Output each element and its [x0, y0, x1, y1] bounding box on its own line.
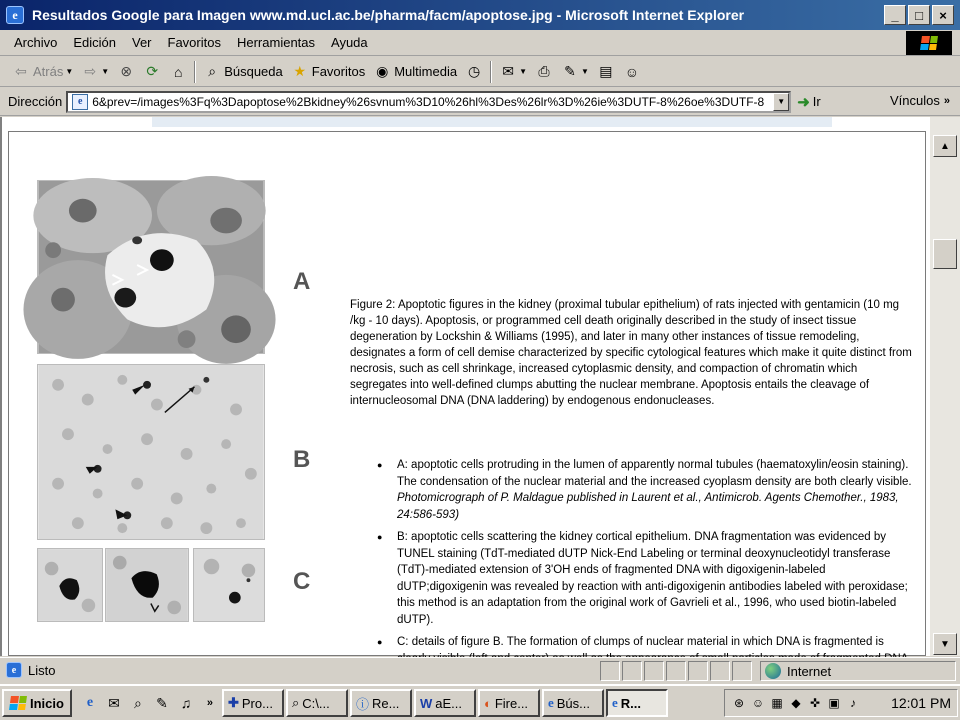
search-launch-icon[interactable]: ⌕	[134, 694, 142, 711]
word-doc-icon: W	[419, 695, 433, 711]
start-label: Inicio	[30, 695, 64, 711]
display-tray-icon[interactable]: ▣	[828, 696, 840, 710]
micrograph-c-left	[37, 548, 103, 622]
bullet-b	[377, 529, 917, 628]
favorites-star-icon: ★	[293, 63, 307, 79]
page-status-icon: e	[6, 662, 22, 678]
bullet-a	[377, 457, 917, 523]
page-content	[0, 117, 930, 656]
taskbar-button-resultados[interactable]	[606, 689, 668, 717]
ie-logo-icon: e	[6, 6, 24, 24]
mail-button[interactable]	[495, 60, 531, 84]
notes-launch-icon[interactable]: ✎	[156, 694, 168, 711]
taskbar-button-explorer[interactable]	[286, 689, 348, 717]
status-text: Listo	[28, 662, 56, 678]
scroll-up-button[interactable]: ▲	[933, 135, 957, 157]
search-button[interactable]	[199, 60, 287, 84]
windows-logo-icon	[906, 31, 952, 55]
folder-search-icon: ⌕	[291, 695, 300, 710]
stop-button[interactable]	[113, 60, 139, 84]
clock: 12:01 PM	[891, 695, 951, 711]
address-bar	[0, 88, 960, 116]
discuss-button[interactable]	[593, 60, 619, 84]
ie-launch-icon[interactable]: e	[86, 695, 94, 710]
close-button[interactable]: ×	[932, 5, 954, 25]
edit-icon: ✎	[564, 63, 576, 79]
firefox-icon: ◐	[483, 695, 492, 711]
menu-edicion[interactable]: Edición	[73, 35, 116, 50]
taskbar-button-word[interactable]	[414, 689, 476, 717]
outlook-launch-icon[interactable]: ✉	[108, 694, 120, 711]
task-label: Re...	[371, 695, 400, 711]
quick-launch	[80, 693, 220, 713]
print-icon: ⎙	[538, 63, 550, 79]
address-label: Dirección	[8, 94, 63, 109]
panel-label-c: C	[293, 568, 311, 595]
micrograph-c-center	[105, 548, 189, 622]
window-title: Resultados Google para Imagen www.md.ucl.ac.be/pharma/facm/apoptose.jpg - Microsoft Internet Explorer	[32, 7, 745, 23]
toolbar-separator	[194, 61, 196, 83]
menu-archivo[interactable]: Archivo	[14, 35, 58, 50]
scroll-down-button[interactable]: ▼	[933, 633, 957, 655]
taskbar-button-re[interactable]	[350, 689, 412, 717]
menu-bar	[0, 30, 960, 56]
history-button[interactable]	[461, 60, 487, 84]
print-button[interactable]	[531, 60, 557, 84]
address-input[interactable]	[66, 91, 791, 113]
micrograph-b	[37, 364, 265, 540]
status-cell	[732, 661, 752, 681]
mail-icon: ✉	[502, 63, 514, 79]
google-frame-strip	[2, 117, 932, 129]
scroll-thumb[interactable]	[933, 239, 957, 269]
zone-text: Internet	[787, 663, 832, 679]
links-label: Vínculos	[890, 93, 940, 108]
back-dropdown-icon: ▼	[65, 67, 74, 76]
forward-arrow-icon: ⇨	[84, 63, 97, 79]
quick-launch-more-icon[interactable]: »	[206, 697, 214, 709]
security-tray-icon[interactable]: ✜	[809, 696, 821, 710]
figure-caption: Figure 2: Apoptotic figures in the kidney (proximal tubular epithelium) of rats injected with gentamicin (10 mg /kg - 10 days). Apoptosis, or programmed cell death originally described in the study of insect tissue degeneration by Lockshin & Williams (1995), and later in many other instances of tissue remodeling, designates a form of cell demise characterized by specific cytological features which make it quite distinct from necrosis, such as cell shrinkage, increased cytoplasmic density, and compaction of chromatin which segregates into well-defined clumps abutting the nuclear membrane. Apoptosis entails the cleavage of internucleosomal DNA (DNA laddering) by endogenous endonucleases.	[350, 299, 912, 407]
messenger-tray-icon[interactable]: ☺	[751, 696, 765, 710]
stop-icon: ⊗	[120, 63, 133, 79]
ie-task-icon: e	[547, 695, 554, 710]
task-label: C:\...	[302, 695, 330, 711]
internet-globe-icon	[765, 663, 781, 679]
menu-ver[interactable]: Ver	[132, 35, 152, 50]
minimize-button[interactable]: _	[884, 5, 906, 25]
maximize-button[interactable]: □	[908, 5, 930, 25]
forward-button[interactable]	[77, 60, 113, 84]
task-label: aE...	[435, 695, 462, 711]
plus-icon: ✚	[227, 695, 239, 710]
windows-flag-icon	[9, 696, 27, 710]
page-icon: e	[72, 94, 88, 110]
bullet-a-text: A: apoptotic cells protruding in the lumen of apparently normal tubules (haematoxylin/eosin staining). The condensation of the nuclear material and the increased cyoplasm density are both clearly visible.	[397, 459, 912, 488]
search-label: Búsqueda	[224, 64, 283, 79]
bullet-c-text: C: details of figure B. The formation of clumps of nuclear material in which DNA is fragmented is	[397, 636, 884, 648]
chevron-right-icon: »	[943, 94, 950, 107]
status-bar	[0, 657, 960, 683]
back-button[interactable]	[8, 60, 77, 84]
discuss-icon: ▤	[599, 63, 613, 79]
taskbar	[0, 684, 960, 720]
status-cell	[688, 661, 708, 681]
home-button[interactable]	[165, 60, 191, 84]
toolbar-separator	[490, 61, 492, 83]
media-launch-icon[interactable]: ♫	[180, 695, 192, 711]
update-tray-icon[interactable]: ◆	[791, 696, 801, 710]
go-arrow-icon: ➜	[797, 93, 810, 111]
security-zone	[760, 661, 956, 681]
status-cell	[666, 661, 686, 681]
taskbar-button-busqueda[interactable]	[542, 689, 604, 717]
start-button[interactable]	[2, 689, 72, 717]
panel-label-b: B	[293, 446, 311, 473]
ie-task-icon: e	[611, 695, 618, 710]
links-button[interactable]	[890, 93, 950, 108]
refresh-icon: ⟳	[146, 63, 159, 79]
edit-button[interactable]	[557, 60, 593, 84]
status-message	[6, 662, 55, 678]
bullet-b-text: B: apoptotic cells scattering the kidney cortical epithelium. DNA fragmentation was evidenced by TUNEL staining (TdT-mediated dUTP Nick-End Labeling or terminal deoxynucleotidyl transferase (TdT)-mediated extension of 3'OH ends of fragmented DNA with digoxigenin-labeled dUTP;digoxigenin was revealed by reaction with anti-digoxigenin antibodies labeled with peroxidase; this method is an adaptation from the original work of Gavrieli et al., 1996, who used biotin-labeled dUTP).	[397, 531, 908, 626]
address-dropdown-icon[interactable]: ▼	[773, 93, 789, 111]
refresh-button[interactable]	[139, 60, 165, 84]
status-cell	[710, 661, 730, 681]
status-cell	[600, 661, 620, 681]
system-tray	[724, 689, 958, 717]
taskbar-button-firefox[interactable]	[478, 689, 540, 717]
status-cell	[644, 661, 664, 681]
favorites-label: Favoritos	[311, 64, 366, 79]
task-label: R...	[620, 695, 641, 711]
bullet-a-citation: Photomicrograph of P. Maldague published in Laurent et al., Antimicrob. Agents Chemother., 1983, 24:586-593)	[397, 492, 899, 521]
multimedia-label: Multimedia	[394, 64, 458, 79]
micrograph-a	[37, 180, 265, 354]
mail-dropdown-icon: ▼	[519, 67, 527, 76]
menu-favoritos[interactable]: Favoritos	[167, 35, 221, 50]
address-value: 6&prev=/images%3Fq%3Dapoptose%2Bkidney%26svnum%3D10%26hl%3Des%26lr%3D%26ie%3DUTF-8%26oe%3DUTF-8	[92, 94, 765, 109]
search-icon: ⌕	[208, 63, 217, 79]
network-tray-icon[interactable]: ⊛	[733, 696, 745, 710]
window-controls	[884, 5, 954, 25]
edit-dropdown-icon: ▼	[581, 67, 589, 76]
multimedia-button[interactable]	[369, 60, 461, 84]
back-label: Atrás	[33, 64, 64, 79]
task-label: Pro...	[241, 695, 273, 711]
favorites-button[interactable]	[287, 60, 369, 84]
info-icon: ⓘ	[355, 696, 369, 712]
micrograph-c-right	[193, 548, 265, 622]
go-label: Ir	[812, 94, 821, 109]
antivirus-tray-icon[interactable]: ▦	[771, 696, 783, 710]
menu-ayuda[interactable]: Ayuda	[331, 35, 368, 50]
vertical-scrollbar[interactable]	[930, 117, 960, 656]
task-label: Fire...	[494, 695, 529, 711]
home-icon: ⌂	[173, 63, 183, 80]
standard-toolbar	[0, 57, 960, 87]
forward-dropdown-icon: ▼	[101, 67, 110, 76]
multimedia-icon: ◉	[376, 63, 389, 79]
task-label: Bús...	[556, 695, 590, 711]
status-cells	[600, 661, 752, 681]
status-cell	[622, 661, 642, 681]
messenger-button[interactable]	[619, 60, 645, 84]
panel-label-a: A	[293, 268, 311, 295]
title-bar	[0, 0, 960, 30]
messenger-icon: ☺	[624, 63, 640, 80]
back-arrow-icon: ⇦	[15, 63, 27, 79]
history-icon: ◷	[467, 63, 481, 79]
taskbar-button-pro[interactable]	[222, 689, 284, 717]
menu-herramientas[interactable]: Herramientas	[236, 35, 316, 50]
volume-tray-icon[interactable]: ♪	[850, 696, 856, 710]
go-button[interactable]	[797, 93, 821, 111]
